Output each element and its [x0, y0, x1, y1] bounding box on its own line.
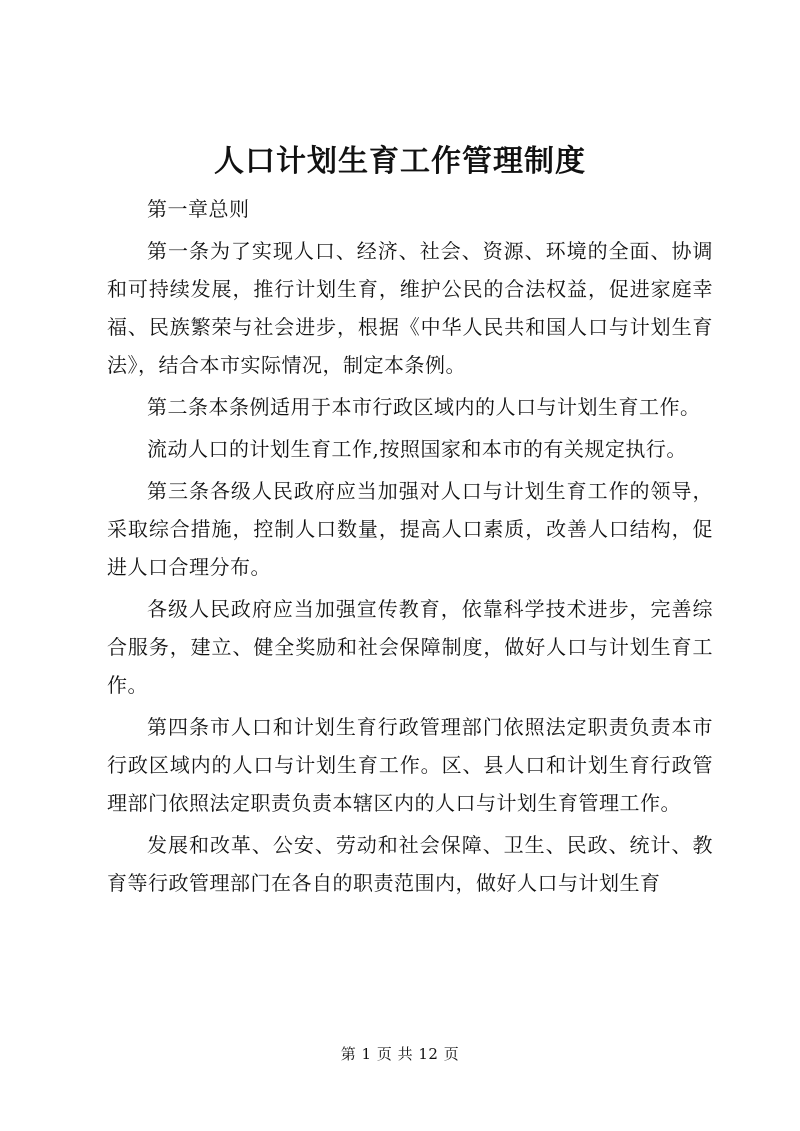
paragraph-article-4: 第四条市人口和计划生育行政管理部门依照法定职责负责本市行政区域内的人口与计划生育工作。区、县人口和计划生育行政管理部门依照法定职责负责本辖区内的人口与计划生育管理工作。 — [107, 715, 713, 815]
paragraph-government-duties: 各级人民政府应当加强宣传教育，依靠科学技术进步，完善综合服务，建立、健全奖励和社会保障制度，做好人口与计划生育工作。 — [107, 597, 713, 697]
paragraph-article-3: 第三条各级人民政府应当加强对人口与计划生育工作的领导，采取综合措施，控制人口数量，提高人口素质，改善人口结构，促进人口合理分布。 — [107, 479, 713, 579]
document-title: 人口计划生育工作管理制度 — [214, 144, 586, 179]
paragraph-departments: 发展和改革、公安、劳动和社会保障、卫生、民政、统计、教育等行政管理部门在各自的职责范围内，做好人口与计划生育 — [107, 833, 713, 895]
paragraph-article-2: 第二条本条例适用于本市行政区域内的人口与计划生育工作。 — [147, 395, 701, 419]
chapter-heading: 第一章总则 — [147, 197, 250, 221]
paragraph-article-1: 第一条为了实现人口、经济、社会、资源、环境的全面、协调和可持续发展，推行计划生育，维护公民的合法权益，促进家庭幸福、民族繁荣与社会进步，根据《中华人民共和国人口与计划生育法》，结合本市实际情况，制定本条例。 — [107, 239, 713, 377]
paragraph-floating-population: 流动人口的计划生育工作,按照国家和本市的有关规定执行。 — [147, 437, 687, 461]
document-body — [107, 190, 713, 902]
page-number-indicator: 第 1 页 共 12 页 — [340, 1045, 460, 1063]
page-footer — [0, 1043, 800, 1065]
